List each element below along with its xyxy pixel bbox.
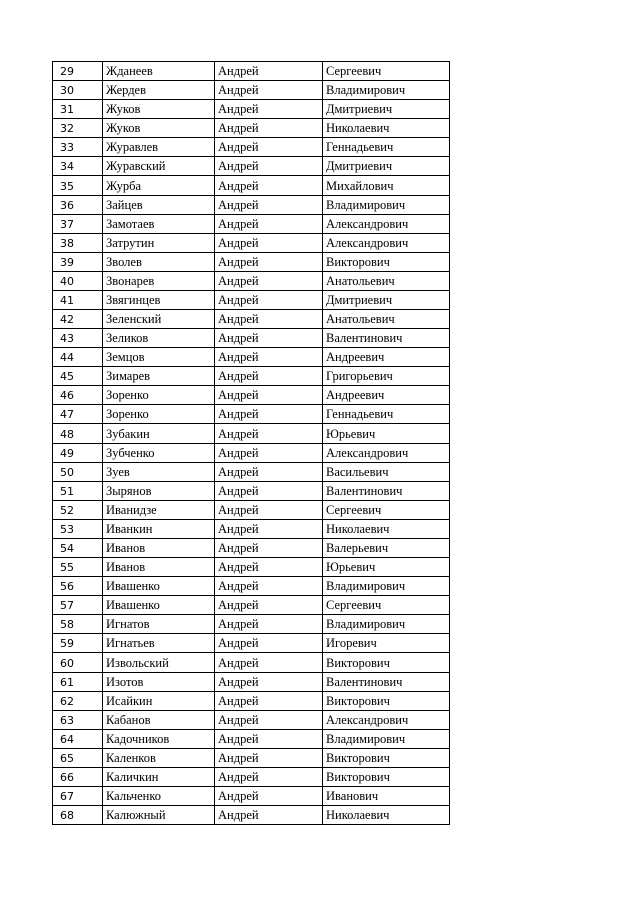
last-name-cell: Зуев xyxy=(103,462,215,481)
row-number-cell: 42 xyxy=(53,310,103,329)
last-name-cell: Журба xyxy=(103,176,215,195)
table-row xyxy=(53,748,450,767)
row-number-cell: 68 xyxy=(53,806,103,825)
table-row xyxy=(53,729,450,748)
row-number-cell: 35 xyxy=(53,176,103,195)
row-number-cell: 54 xyxy=(53,538,103,557)
row-number-cell: 47 xyxy=(53,405,103,424)
row-number-cell: 40 xyxy=(53,271,103,290)
first-name-cell: Андрей xyxy=(215,729,323,748)
first-name-cell: Андрей xyxy=(215,176,323,195)
last-name-cell: Зайцев xyxy=(103,195,215,214)
patronymic-cell: Викторович xyxy=(323,691,450,710)
first-name-cell: Андрей xyxy=(215,653,323,672)
table-row xyxy=(53,310,450,329)
first-name-cell: Андрей xyxy=(215,767,323,786)
first-name-cell: Андрей xyxy=(215,481,323,500)
last-name-cell: Ивашенко xyxy=(103,577,215,596)
first-name-cell: Андрей xyxy=(215,310,323,329)
last-name-cell: Калюжный xyxy=(103,806,215,825)
row-number-cell: 67 xyxy=(53,786,103,805)
row-number-cell: 64 xyxy=(53,729,103,748)
last-name-cell: Земцов xyxy=(103,348,215,367)
patronymic-cell: Александрович xyxy=(323,214,450,233)
table-row xyxy=(53,691,450,710)
first-name-cell: Андрей xyxy=(215,119,323,138)
patronymic-cell: Анатольевич xyxy=(323,310,450,329)
row-number-cell: 48 xyxy=(53,424,103,443)
patronymic-cell: Александрович xyxy=(323,443,450,462)
last-name-cell: Журавский xyxy=(103,157,215,176)
last-name-cell: Исайкин xyxy=(103,691,215,710)
last-name-cell: Жердев xyxy=(103,81,215,100)
names-table xyxy=(52,61,450,825)
first-name-cell: Андрей xyxy=(215,271,323,290)
table-row xyxy=(53,405,450,424)
first-name-cell: Андрей xyxy=(215,100,323,119)
first-name-cell: Андрей xyxy=(215,424,323,443)
first-name-cell: Андрей xyxy=(215,329,323,348)
first-name-cell: Андрей xyxy=(215,500,323,519)
patronymic-cell: Валентинович xyxy=(323,329,450,348)
first-name-cell: Андрей xyxy=(215,558,323,577)
first-name-cell: Андрей xyxy=(215,138,323,157)
last-name-cell: Кальченко xyxy=(103,786,215,805)
patronymic-cell: Геннадьевич xyxy=(323,405,450,424)
last-name-cell: Иванов xyxy=(103,538,215,557)
last-name-cell: Кадочников xyxy=(103,729,215,748)
row-number-cell: 45 xyxy=(53,367,103,386)
last-name-cell: Жданеев xyxy=(103,62,215,81)
table-row xyxy=(53,424,450,443)
last-name-cell: Каленков xyxy=(103,748,215,767)
last-name-cell: Зимарев xyxy=(103,367,215,386)
table-row xyxy=(53,62,450,81)
patronymic-cell: Сергеевич xyxy=(323,500,450,519)
row-number-cell: 63 xyxy=(53,710,103,729)
last-name-cell: Ивашенко xyxy=(103,596,215,615)
row-number-cell: 53 xyxy=(53,519,103,538)
patronymic-cell: Викторович xyxy=(323,653,450,672)
row-number-cell: 32 xyxy=(53,119,103,138)
last-name-cell: Кабанов xyxy=(103,710,215,729)
table-row xyxy=(53,367,450,386)
table-row xyxy=(53,138,450,157)
patronymic-cell: Валентинович xyxy=(323,672,450,691)
table-row xyxy=(53,519,450,538)
last-name-cell: Зырянов xyxy=(103,481,215,500)
patronymic-cell: Викторович xyxy=(323,252,450,271)
table-row xyxy=(53,157,450,176)
last-name-cell: Зоренко xyxy=(103,405,215,424)
first-name-cell: Андрей xyxy=(215,806,323,825)
patronymic-cell: Александрович xyxy=(323,710,450,729)
first-name-cell: Андрей xyxy=(215,462,323,481)
patronymic-cell: Викторович xyxy=(323,748,450,767)
patronymic-cell: Анатольевич xyxy=(323,271,450,290)
table-row xyxy=(53,252,450,271)
last-name-cell: Каличкин xyxy=(103,767,215,786)
patronymic-cell: Николаевич xyxy=(323,119,450,138)
first-name-cell: Андрей xyxy=(215,710,323,729)
table-row xyxy=(53,710,450,729)
table-row xyxy=(53,634,450,653)
table-row xyxy=(53,348,450,367)
patronymic-cell: Владимирович xyxy=(323,615,450,634)
first-name-cell: Андрей xyxy=(215,577,323,596)
table-row xyxy=(53,233,450,252)
last-name-cell: Иванидзе xyxy=(103,500,215,519)
first-name-cell: Андрей xyxy=(215,538,323,557)
patronymic-cell: Дмитриевич xyxy=(323,157,450,176)
table-row xyxy=(53,538,450,557)
table-row xyxy=(53,214,450,233)
patronymic-cell: Владимирович xyxy=(323,81,450,100)
patronymic-cell: Геннадьевич xyxy=(323,138,450,157)
first-name-cell: Андрей xyxy=(215,195,323,214)
last-name-cell: Зеленский xyxy=(103,310,215,329)
table-row xyxy=(53,119,450,138)
names-table-body xyxy=(53,62,450,825)
table-row xyxy=(53,653,450,672)
table-row xyxy=(53,271,450,290)
first-name-cell: Андрей xyxy=(215,62,323,81)
last-name-cell: Затрутин xyxy=(103,233,215,252)
row-number-cell: 57 xyxy=(53,596,103,615)
table-row xyxy=(53,176,450,195)
last-name-cell: Замотаев xyxy=(103,214,215,233)
row-number-cell: 39 xyxy=(53,252,103,271)
row-number-cell: 31 xyxy=(53,100,103,119)
first-name-cell: Андрей xyxy=(215,233,323,252)
first-name-cell: Андрей xyxy=(215,81,323,100)
row-number-cell: 66 xyxy=(53,767,103,786)
last-name-cell: Жуков xyxy=(103,100,215,119)
row-number-cell: 65 xyxy=(53,748,103,767)
last-name-cell: Изотов xyxy=(103,672,215,691)
patronymic-cell: Дмитриевич xyxy=(323,290,450,309)
last-name-cell: Журавлев xyxy=(103,138,215,157)
row-number-cell: 38 xyxy=(53,233,103,252)
document-page xyxy=(52,61,450,825)
first-name-cell: Андрей xyxy=(215,290,323,309)
patronymic-cell: Сергеевич xyxy=(323,596,450,615)
first-name-cell: Андрей xyxy=(215,443,323,462)
first-name-cell: Андрей xyxy=(215,367,323,386)
row-number-cell: 29 xyxy=(53,62,103,81)
first-name-cell: Андрей xyxy=(215,252,323,271)
last-name-cell: Звонарев xyxy=(103,271,215,290)
first-name-cell: Андрей xyxy=(215,615,323,634)
patronymic-cell: Владимирович xyxy=(323,577,450,596)
first-name-cell: Андрей xyxy=(215,691,323,710)
last-name-cell: Зеликов xyxy=(103,329,215,348)
table-row xyxy=(53,786,450,805)
row-number-cell: 61 xyxy=(53,672,103,691)
table-row xyxy=(53,462,450,481)
table-row xyxy=(53,806,450,825)
first-name-cell: Андрей xyxy=(215,348,323,367)
table-row xyxy=(53,100,450,119)
table-row xyxy=(53,615,450,634)
row-number-cell: 49 xyxy=(53,443,103,462)
last-name-cell: Зубакин xyxy=(103,424,215,443)
table-row xyxy=(53,672,450,691)
last-name-cell: Зоренко xyxy=(103,386,215,405)
patronymic-cell: Андреевич xyxy=(323,386,450,405)
patronymic-cell: Дмитриевич xyxy=(323,100,450,119)
table-row xyxy=(53,596,450,615)
table-row xyxy=(53,577,450,596)
row-number-cell: 36 xyxy=(53,195,103,214)
first-name-cell: Андрей xyxy=(215,634,323,653)
last-name-cell: Иванкин xyxy=(103,519,215,538)
first-name-cell: Андрей xyxy=(215,596,323,615)
patronymic-cell: Александрович xyxy=(323,233,450,252)
last-name-cell: Игнатов xyxy=(103,615,215,634)
table-row xyxy=(53,386,450,405)
table-row xyxy=(53,481,450,500)
table-row xyxy=(53,290,450,309)
table-row xyxy=(53,81,450,100)
table-row xyxy=(53,195,450,214)
patronymic-cell: Сергеевич xyxy=(323,62,450,81)
patronymic-cell: Андреевич xyxy=(323,348,450,367)
first-name-cell: Андрей xyxy=(215,157,323,176)
row-number-cell: 56 xyxy=(53,577,103,596)
row-number-cell: 62 xyxy=(53,691,103,710)
table-row xyxy=(53,500,450,519)
row-number-cell: 43 xyxy=(53,329,103,348)
patronymic-cell: Иванович xyxy=(323,786,450,805)
last-name-cell: Игнатьев xyxy=(103,634,215,653)
patronymic-cell: Михайлович xyxy=(323,176,450,195)
last-name-cell: Иванов xyxy=(103,558,215,577)
last-name-cell: Извольский xyxy=(103,653,215,672)
row-number-cell: 41 xyxy=(53,290,103,309)
row-number-cell: 59 xyxy=(53,634,103,653)
patronymic-cell: Васильевич xyxy=(323,462,450,481)
patronymic-cell: Игоревич xyxy=(323,634,450,653)
row-number-cell: 44 xyxy=(53,348,103,367)
row-number-cell: 60 xyxy=(53,653,103,672)
table-row xyxy=(53,443,450,462)
row-number-cell: 50 xyxy=(53,462,103,481)
table-row xyxy=(53,329,450,348)
first-name-cell: Андрей xyxy=(215,214,323,233)
last-name-cell: Звягинцев xyxy=(103,290,215,309)
row-number-cell: 51 xyxy=(53,481,103,500)
patronymic-cell: Николаевич xyxy=(323,519,450,538)
first-name-cell: Андрей xyxy=(215,748,323,767)
first-name-cell: Андрей xyxy=(215,786,323,805)
patronymic-cell: Валерьевич xyxy=(323,538,450,557)
row-number-cell: 34 xyxy=(53,157,103,176)
first-name-cell: Андрей xyxy=(215,519,323,538)
last-name-cell: Жуков xyxy=(103,119,215,138)
patronymic-cell: Владимирович xyxy=(323,195,450,214)
row-number-cell: 37 xyxy=(53,214,103,233)
patronymic-cell: Николаевич xyxy=(323,806,450,825)
patronymic-cell: Викторович xyxy=(323,767,450,786)
patronymic-cell: Григорьевич xyxy=(323,367,450,386)
row-number-cell: 55 xyxy=(53,558,103,577)
first-name-cell: Андрей xyxy=(215,405,323,424)
last-name-cell: Зубченко xyxy=(103,443,215,462)
first-name-cell: Андрей xyxy=(215,672,323,691)
patronymic-cell: Владимирович xyxy=(323,729,450,748)
row-number-cell: 30 xyxy=(53,81,103,100)
patronymic-cell: Юрьевич xyxy=(323,558,450,577)
table-row xyxy=(53,558,450,577)
row-number-cell: 33 xyxy=(53,138,103,157)
row-number-cell: 46 xyxy=(53,386,103,405)
row-number-cell: 58 xyxy=(53,615,103,634)
last-name-cell: Зволев xyxy=(103,252,215,271)
patronymic-cell: Юрьевич xyxy=(323,424,450,443)
row-number-cell: 52 xyxy=(53,500,103,519)
patronymic-cell: Валентинович xyxy=(323,481,450,500)
table-row xyxy=(53,767,450,786)
first-name-cell: Андрей xyxy=(215,386,323,405)
